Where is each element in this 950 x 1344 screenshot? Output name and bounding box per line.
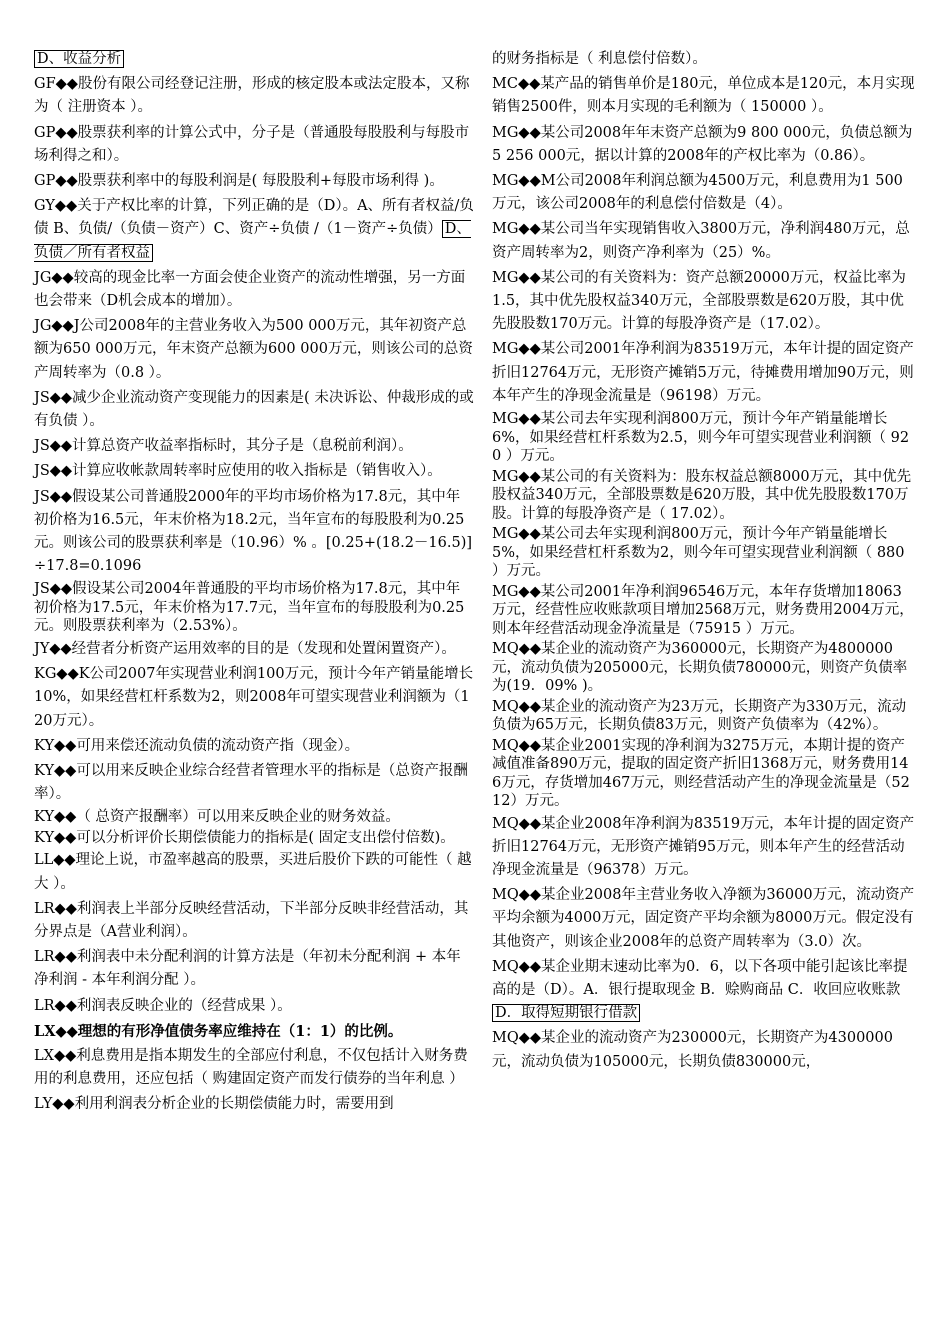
question-entry [34, 898, 474, 944]
question-entry [34, 995, 474, 1018]
question-entry [492, 218, 916, 264]
question-text: MG◆◆某公司去年实现利润800万元，预计今年产销量能增长6%，如果经营杠杆系数为2.5，则今年可望实现营业利润额（ 920 ）万元。 [492, 411, 910, 465]
question-entry [492, 410, 916, 466]
question-text: GP◆◆股票获利率的计算公式中，分子是（普通股每股股利与每股市场利得之和）。 [34, 124, 470, 164]
question-text: MG◆◆某公司的有关资料为：资产总额20000万元，权益比率为1.5，其中优先股权益340万元，全部股票数是620万股，其中优先股股数170万元。计算的每股净资产是（17.02）。 [492, 269, 906, 333]
question-text: KY◆◆（ 总资产报酬率）可以用来反映企业的财务效益。 [34, 809, 400, 826]
question-text: MC◆◆某产品的销售单价是180元，单位成本是120元，本月实现销售2500件，则本月实现的毛利额为（ 150000 ）。 [492, 76, 915, 116]
question-text: LL◆◆理论上说，市盈率越高的股票，买进后股价下跌的可能性（ 越大 ）。 [34, 852, 472, 892]
question-entry [492, 468, 916, 524]
question-text: JS◆◆假设某公司2004年普通股的平均市场价格为17.8元，其中年初价格为17.5元，年末价格为17.7元，当年宣布的每股股利为0.25元。则股票获利率为（2.53%）。 [34, 581, 465, 635]
question-text: KY◆◆可用来偿还流动负债的流动资产指（现金）。 [34, 737, 360, 754]
question-text: JG◆◆J公司2008年的主营业务收入为500 000万元，其年初资产总额为650 000万元，年末资产总额为600 000万元，则该公司的总资产周转率为（0.8 ）。 [34, 318, 473, 381]
question-entry [492, 48, 916, 71]
question-text: LR◆◆利润表反映企业的（经营成果 ）。 [34, 997, 292, 1014]
question-text: LR◆◆利润表上半部分反映经营活动，下半部分反映非经营活动，其分界点是（A营业利润）。 [34, 900, 469, 940]
boxed-answer: D、负债／所有者权益 [34, 221, 471, 261]
question-entry [34, 808, 474, 827]
question-text: JG◆◆较高的现金比率一方面会使企业资产的流动性增强，另一方面也会带来（D机会成本的增加）。 [34, 269, 466, 310]
question-text: MG◆◆某公司2008年年末资产总额为9 800 000元，负债总额为5 256 000元，据以计算的2008年的产权比率为（0.86）。 [492, 124, 913, 164]
question-text: KY◆◆可以分析评价长期偿债能力的指标是( 固定支出偿付倍数)。 [34, 829, 455, 846]
question-entry [34, 73, 474, 119]
question-text: GP◆◆股票获利率中的每股利润是( 每股股利+每股市场利得 )。 [34, 173, 444, 190]
question-entry [34, 829, 474, 848]
question-text: MG◆◆某公司去年实现利润800万元，预计今年产销量能增长5%，如果经营杠杆系数为2，则今年可望实现营业利润额（ 880 ）万元。 [492, 526, 905, 580]
question-text: MG◆◆某公司当年实现销售收入3800万元，净利润480万元，总资产周转率为2，则资产净利率为（25）%。 [492, 221, 910, 261]
question-text: MG◆◆某公司的有关资料为：股东权益总额8000万元，其中优先股权益340万元，全部股票数是620万股，其中优先股股数170万股。计算的每股净资产是（ 17.02）。 [492, 468, 912, 522]
question-entry [492, 525, 916, 581]
question-text: MQ◆◆某企业的流动资产为23万元，长期资产为330万元，流动负债为65万元，长期负债83万元，则资产负债率为（42%）。 [492, 698, 907, 734]
question-entry [34, 946, 474, 992]
question-entry [34, 849, 474, 895]
question-text: MQ◆◆某企业期末速动比率为0．6，以下各项中能引起该比率提高的是（D）。A．银行提取现金 B．赊购商品 C．收回应收账款 [492, 958, 908, 998]
question-entry [492, 737, 916, 811]
question-text: MG◆◆M公司2008年利润总额为4500万元，利息费用为1 500万元，该公司2008年的利息偿付倍数是（4）。 [492, 173, 903, 213]
section-header [34, 48, 474, 71]
question-text: KY◆◆可以用来反映企业综合经营者管理水平的指标是（总资产报酬率）。 [34, 762, 468, 803]
question-entry [492, 267, 916, 337]
question-text: MQ◆◆某企业2008年净利润为83519万元，本年计提的固定资产折旧12764万元，无形资产摊销95万元，则本年产生的经营活动净现金流量是（96378）万元。 [492, 815, 915, 878]
question-entry [492, 813, 916, 883]
section-header-box: D、收益分析 [34, 50, 124, 68]
question-entry [492, 640, 916, 696]
question-text: MQ◆◆某企业2008年主营业务收入净额为36000万元，流动资产平均余额为4000万元，固定资产平均余额为8000万元。假定没有其他资产，则该企业2008年的总资产周转率为（3.0）次。 [492, 887, 915, 950]
question-text: MQ◆◆某企业的流动资产为360000元，长期资产为4800000元，流动负债为205000元，长期负债780000元，则资产负债率为(19．09% )。 [492, 641, 908, 695]
question-entry [34, 315, 474, 385]
question-text: GF◆◆股份有限公司经登记注册，形成的核定股本或法定股本，又称为（ 注册资本 ）。 [34, 76, 470, 116]
question-entry [34, 663, 474, 733]
question-entry [34, 735, 474, 758]
question-entry [34, 170, 474, 193]
question-text: MQ◆◆某企业2001实现的净利润为3275万元，本期计提的资产减值准备890万元，提取的固定资产折旧1368万元，财务费用146万元，存货增加467万元，则经营活动产生的净现金流量是（5212）万元。 [492, 737, 910, 810]
question-text: MQ◆◆某企业的流动资产为230000元，长期资产为4300000元，流动负债为105000元，长期负债830000元， [492, 1030, 893, 1070]
question-entry [492, 884, 916, 954]
question-entry [492, 698, 916, 735]
question-entry [34, 638, 474, 661]
question-text: JY◆◆经营者分析资产运用效率的目的是（发现和处置闲置资产）。 [34, 640, 456, 657]
question-text: JS◆◆计算总资产收益率指标时，其分子是（息税前利润）。 [34, 438, 413, 455]
question-entry [34, 486, 474, 579]
question-entry [492, 956, 916, 1026]
question-entry [34, 1045, 474, 1091]
question-entry [34, 460, 474, 483]
question-text: 的财务指标是（ 利息偿付倍数）。 [492, 51, 707, 67]
question-entry [492, 170, 916, 216]
question-text: JS◆◆计算应收帐款周转率时应使用的收入指标是（销售收入）。 [34, 463, 442, 480]
question-text: LX◆◆理想的有形净值债务率应维持在（1：1）的比例。 [34, 1022, 403, 1040]
question-entry [34, 1093, 474, 1116]
question-entry [492, 73, 916, 119]
question-entry [34, 195, 474, 265]
question-entry [34, 435, 474, 458]
question-text: MG◆◆某公司2001年净利润为83519万元，本年计提的固定资产折旧12764万元，无形资产摊销5万元，待摊费用增加90万元，则本年产生的净现金流量是（96198）万元。 [492, 341, 914, 404]
question-text: LR◆◆利润表中未分配利润的计算方法是（年初未分配利润 + 本年净利润 - 本年利润分配 ）。 [34, 949, 461, 989]
question-entry [34, 122, 474, 168]
question-entry [34, 760, 474, 806]
right-column [492, 48, 916, 1076]
question-entry [34, 387, 474, 433]
question-entry [34, 580, 474, 636]
question-entry [492, 583, 916, 639]
question-text: LY◆◆利用利润表分析企业的长期偿债能力时，需要用到 [34, 1096, 394, 1113]
question-text: KG◆◆K公司2007年实现营业利润100万元，预计今年产销量能增长10%，如果经营杠杆系数为2，则2008年可望实现营业利润额为（120万元）。 [34, 666, 474, 729]
question-entry [492, 338, 916, 408]
left-column [34, 48, 474, 1119]
question-text: GY◆◆关于产权比率的计算，下列正确的是（D）。A、所有者权益/负债 B、负债/（负债－资产）C、资产÷负债 /（1－资产÷负债） [34, 198, 474, 238]
question-entry [492, 1027, 916, 1073]
question-text: LX◆◆利息费用是指本期发生的全部应付利息，不仅包括计入财务费用的利息费用，还应包括（ 购建固定资产而发行债券的当年利息 ） [34, 1048, 468, 1088]
boxed-answer: D．取得短期银行借款 [492, 1004, 640, 1022]
question-text: JS◆◆减少企业流动资产变现能力的因素是( 未决诉讼、仲裁形成的或有负债 ）。 [34, 389, 474, 430]
question-entry [492, 122, 916, 168]
question-entry [34, 267, 474, 313]
question-entry [34, 1020, 474, 1043]
question-text: MG◆◆某公司2001年净利润96546万元，本年存货增加18063万元，经营性应收账款项目增加2568万元，财务费用2004万元，则本年经营活动现金净流量是（75915 ）万元。 [492, 583, 914, 637]
question-text: JS◆◆假设某公司普通股2000年的平均市场价格为17.8元，其中年初价格为16.5元，年末价格为18.2元，当年宣布的每股股利为0.25元。则该公司的股票获利率是（10.96）% 。[0.25+(18.2－16.5)]÷17.8=0.1096 [34, 488, 473, 575]
